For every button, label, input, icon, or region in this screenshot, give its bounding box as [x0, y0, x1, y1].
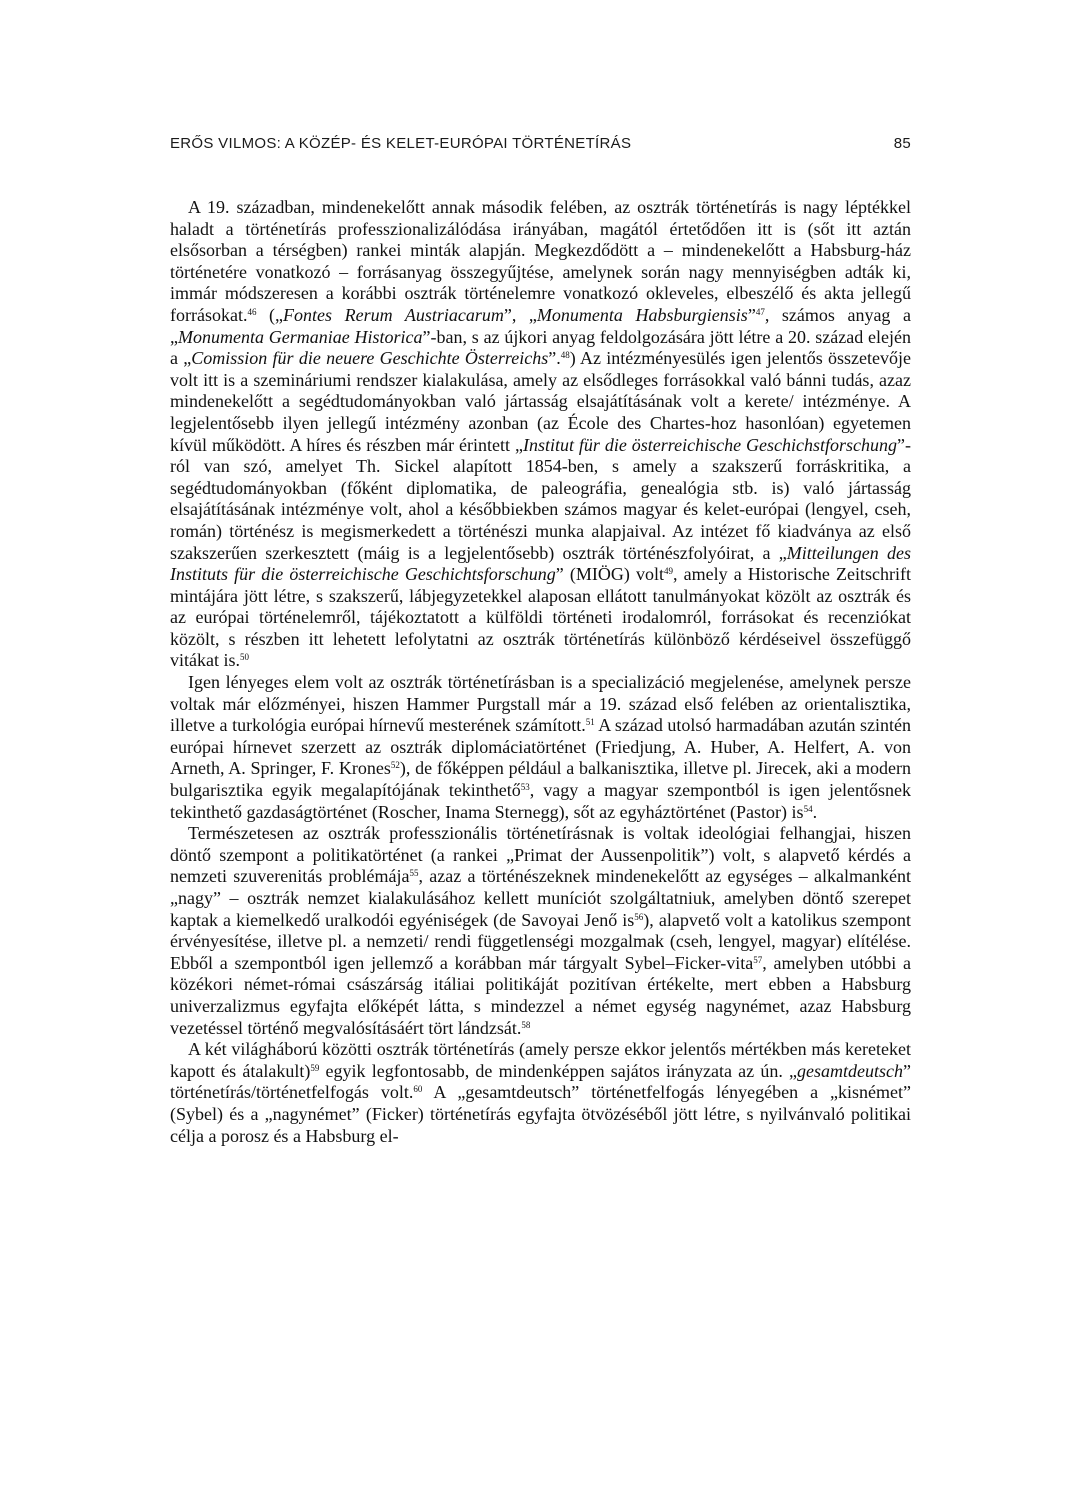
text-run: , azaz a történészeknek mindenekelőtt az egységes – alkalmanként „nagy” – osztrák nemzet kialakulásához kellett muníciót szolgáltatniuk, amelyben döntő szerepet kaptak a kiemelkedő uralkodói egyéniségek (de Savoyai Jenő is [170, 866, 911, 930]
body-text [170, 197, 911, 1147]
text-run: („ [256, 304, 284, 325]
footnote-ref: 48 [560, 350, 570, 361]
italic-title: gesamtdeutsch [797, 1060, 903, 1081]
text-run: , amelyben utóbbi a közékori német-római császárság itáliai politikáját pozitívan értékelte, mert ebben a Habsburg univerzalizmus egyfajta előképét látta, s mindezzel a német egység nagynémet, azaz Habsburg vezetéssel történő megvalósításáért tört lándzsát. [170, 952, 911, 1038]
text-run: egyik legfontosabb, de mindenképpen sajátos irányzata az ún. „ [319, 1060, 798, 1081]
footnote-ref: 60 [413, 1084, 423, 1095]
text-run: ”-ról van szó, amelyet Th. Sickel alapított 1854-ben, s amely a szakszerű forráskritika, a segédtudományokban (főként diplomatika, de paleográfia, genealógia stb. is) való jártasság elsajátításának intézménye volt, ahol a későbbiekben számos magyar és kelet-európai (lengyel, cseh, román) történész is megismerkedett a történészi munka alapjaival. Az intézet fő kiadványa az első szakszerűen szerkesztett (máig is a legjelentősebb) osztrák történészfolyóirat, a „ [170, 434, 912, 563]
text-run: ), de főképpen például a balkanisztika, illetve pl. Jirecek, aki a modern bulgarisztika egyik megalapítójának tekinthető [170, 758, 911, 801]
footnote-ref: 52 [390, 760, 400, 771]
italic-title: Fontes Rerum Austriacarum [283, 304, 504, 325]
running-title: ERŐS VILMOS: A KÖZÉP- ÉS KELET-EURÓPAI TÖRTÉNETÍRÁS [170, 135, 632, 152]
paragraph [170, 1039, 911, 1147]
text-run: ” (MIÖG) volt [555, 564, 665, 585]
footnote-ref: 58 [521, 1019, 531, 1030]
text-run: , számos anyag a „ [170, 304, 911, 347]
text-run: ”. [548, 348, 561, 369]
footnote-ref: 57 [753, 954, 763, 965]
footnote-ref: 54 [803, 803, 813, 814]
paragraph [170, 823, 911, 1039]
text-run: A 19. században, mindenekelőtt annak második felében, az osztrák történetírás is nagy léptékkel haladt a történetírás professzionalizálódása irányában, magától értetődően itt is (sőt itt aztán elsősorban a térségben) rankei minták alapján. Megkezdődött a – mindenekelőtt a Habsburg-ház történetére vonatkozó – forrásanyag összegyűjtése, amelynek során nagy mennyiségben adták ki, immár módszeresen a korábbi osztrák történelemre vonatkozó okleveles, elbeszélő és akta jellegű forrásokat. [170, 197, 911, 325]
footnote-ref: 50 [240, 652, 249, 663]
text-run: Természetesen az osztrák professzionális történetírásnak is voltak ideológiai felhangjai, hiszen döntő szempont a politikatörténet (a rankei „Primat der Aussenpolitik”) volt, s alapvető kérdés a nemzeti szuverenitás problémája [170, 823, 911, 887]
italic-title: Mitteilungen des Instituts für die österreichische Geschichtsforschung [170, 542, 911, 585]
footnote-ref: 59 [310, 1062, 320, 1073]
text-run: ” történetírás/történetfelfogás volt. [170, 1060, 911, 1103]
italic-title: Institut für die österreichische Geschichstforschung [522, 434, 898, 455]
text-run: A két világháború közötti osztrák történetírás (amely persze ekkor jelentős mértékben más kereteket kapott és átalakult) [170, 1039, 911, 1081]
text-run: Igen lényeges elem volt az osztrák történetírásban is a specializáció megjelenése, amelynek persze voltak már előzményei, hiszen Hammer Purgstall már a 19. század első felében az orientalisztika, illetve a turkológia európai hírnevű mesterének számított. [170, 672, 911, 736]
italic-title: Comission für die neuere Geschichte Österreichs [191, 348, 549, 369]
text-run: ”, „ [503, 304, 537, 325]
footnote-ref: 46 [247, 306, 257, 317]
paragraph [170, 672, 911, 823]
text-run: A század utolsó harmadában azután szintén európai hírnevet szerzett az osztrák diplomáciatörténet (Friedjung, A. Huber, A. Helfert, A. von Arneth, A. Springer, F. Krones [170, 715, 911, 779]
text-run: , vagy a magyar szempontból is igen jelentősnek tekinthető gazdaságtörténet (Roscher, Inama Sternegg), sőt az egyháztörténet (Pastor) is [170, 780, 911, 822]
italic-title: Monumenta Habsburgiensis [536, 304, 748, 325]
page-number: 85 [893, 135, 911, 152]
footnote-ref: 53 [520, 782, 530, 793]
footnote-ref: 56 [634, 911, 644, 922]
footnote-ref: 49 [664, 566, 674, 577]
text-run: ) Az intézményesülés igen jelentős összetevője volt itt is a szemináriumi rendszer kialakulása, amely az elsődleges forrásokkal való bánni tudás, azaz mindenekelőtt a segédtudományokban való jártasság elsajátításának volt a kerete/ intézménye. A legjelentősebb ilyen jellegű intézmény azonban (az École des Chartes-hoz hasonlóan) egyetemen kívül működött. A híres és részben már érintett „ [170, 348, 911, 455]
footnote-ref: 55 [409, 868, 419, 879]
text-run: A „gesamtdeutsch” történetfelfogás lényegében a „kisnémet” (Sybel) és a „nagynémet” (Ficker) történetírás egyfajta ötvözéséből jött létre, s nyilvánvaló politikai célja a porosz és a Habsburg el- [170, 1082, 911, 1146]
italic-title: Monumenta Germaniae Historica [178, 326, 423, 347]
text-run: ”-ban, s az újkori anyag feldolgozására jött létre a 20. század elején a „ [170, 326, 911, 369]
text-run: . [812, 801, 818, 822]
text-run: ” [747, 304, 756, 325]
text-run: ), alapvető volt a katolikus szempont érvényesítése, illetve pl. a nemzeti/ rendi függetlenségi mozgalmak (cseh, lengyel, magyar) elítélése. Ebből a szempontból igen jellemző a korábban már tárgyalt Sybel–Ficker-vita [170, 909, 911, 973]
paragraph [170, 197, 911, 672]
footnote-ref: 51 [585, 717, 595, 728]
text-run: , amely a Historische Zeitschrift mintájára jött létre, s szakszerű, lábjegyzetekkel alaposan ellátott tanulmányokat közölt az osztrák és az európai történelemről, tájékoztatott a külföldi történeti irodalomról, forrásokat és recenziókat közölt, s részben itt lehetett lefolytatni az osztrák történetírás különböző kérdéseivel összefüggő vitákat is. [170, 564, 911, 671]
footnote-ref: 47 [755, 306, 765, 317]
